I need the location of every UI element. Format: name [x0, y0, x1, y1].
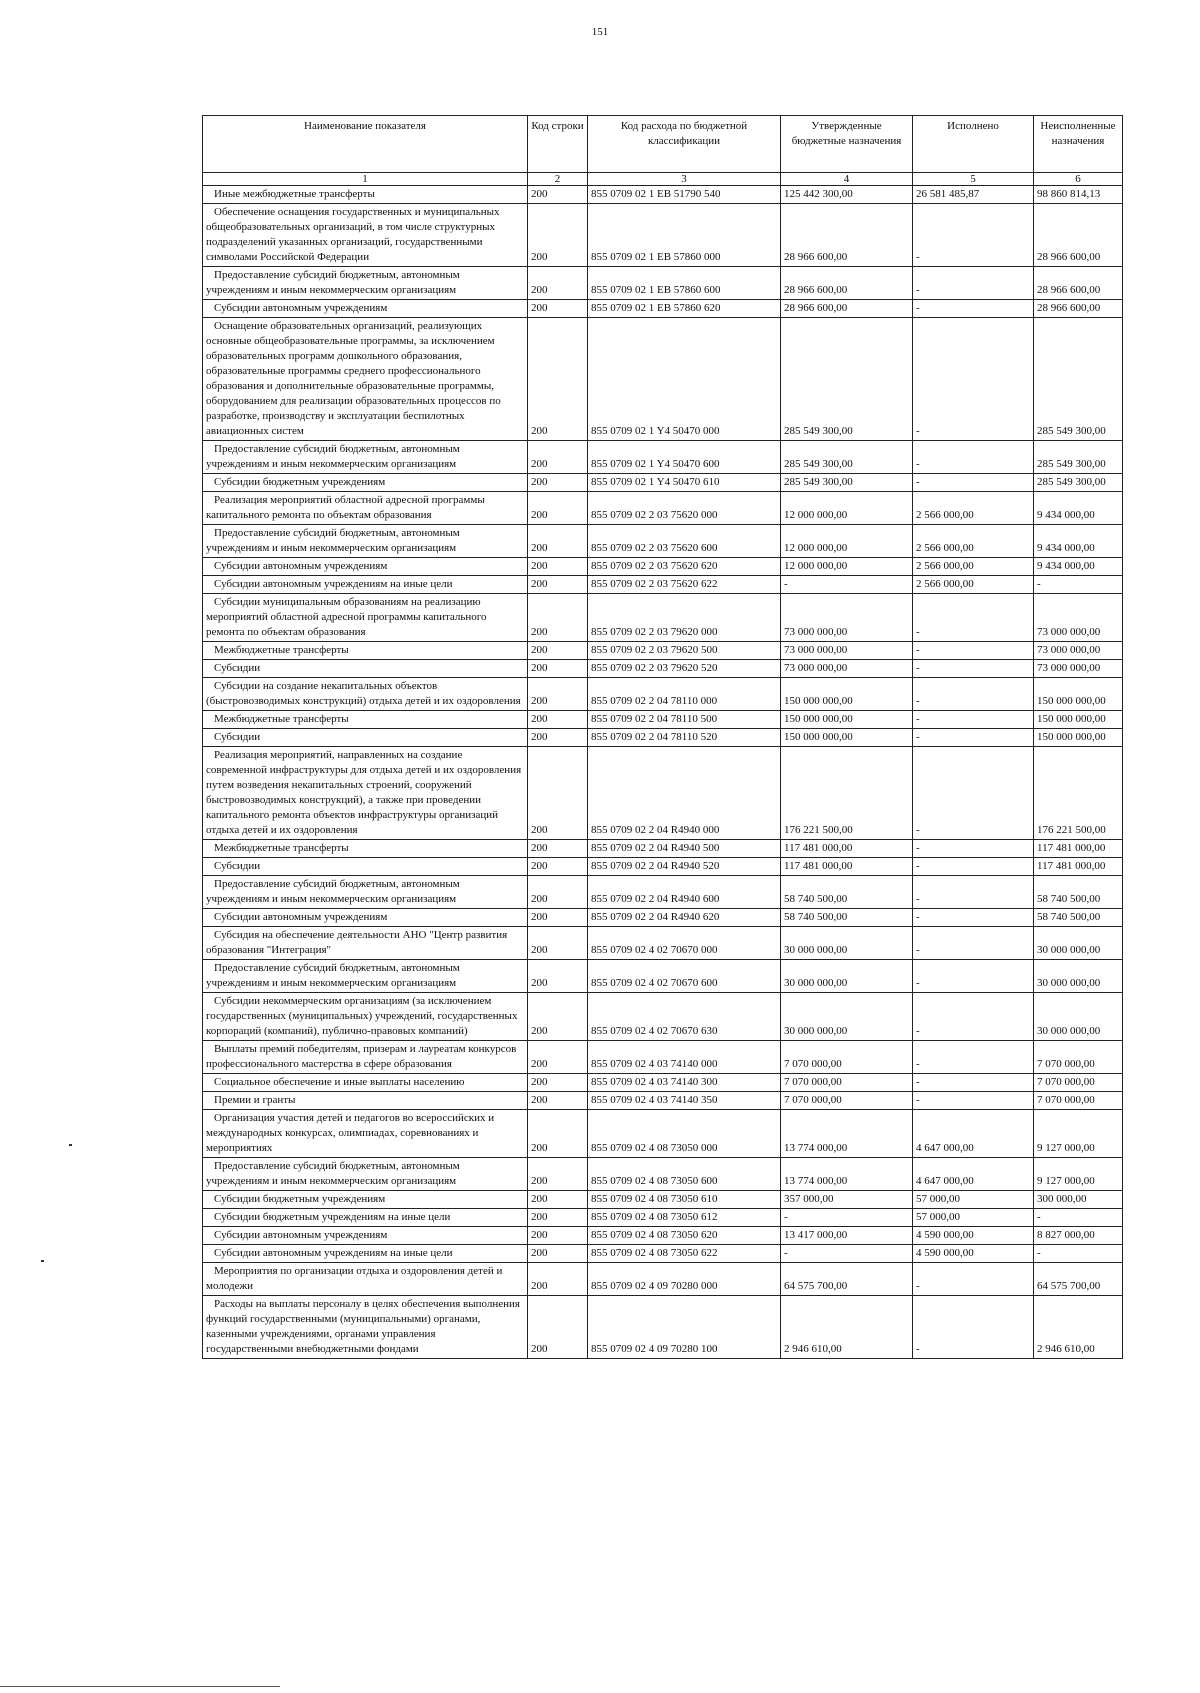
row-executed-cell: -: [913, 840, 1034, 858]
row-approved-cell: 30 000 000,00: [781, 960, 913, 993]
row-budget-code-cell: 855 0709 02 2 03 79620 520: [588, 660, 781, 678]
row-approved-cell: 58 740 500,00: [781, 876, 913, 909]
row-name-cell: Обеспечение оснащения государственных и муниципальных общеобразовательных организаций, в том числе структурных подразделений указанных организаций, государственными символами Российской Федерации: [203, 204, 528, 267]
row-name-cell: Субсидии: [203, 858, 528, 876]
row-budget-code-cell: 855 0709 02 1 Y4 50470 610: [588, 474, 781, 492]
table-row: [203, 318, 1123, 441]
row-approved-cell: 28 966 600,00: [781, 267, 913, 300]
row-line-code-cell: 200: [528, 642, 588, 660]
table-row: [203, 1074, 1123, 1092]
row-line-code-cell: 200: [528, 1227, 588, 1245]
row-name-cell: Субсидии автономным учреждениям: [203, 558, 528, 576]
row-name-cell: Субсидии: [203, 729, 528, 747]
row-unexecuted-cell: 117 481 000,00: [1034, 858, 1123, 876]
row-approved-cell: 30 000 000,00: [781, 993, 913, 1041]
table-header-row: [203, 116, 1123, 173]
row-budget-code-cell: 855 0709 02 2 03 79620 500: [588, 642, 781, 660]
scan-speck: [69, 1144, 72, 1146]
header-budget-classification-code: Код расхода по бюджетной классификации: [588, 116, 781, 173]
row-unexecuted-cell: 150 000 000,00: [1034, 678, 1123, 711]
table-row: [203, 474, 1123, 492]
row-budget-code-cell: 855 0709 02 1 EB 51790 540: [588, 186, 781, 204]
row-line-code-cell: 200: [528, 660, 588, 678]
row-approved-cell: 58 740 500,00: [781, 909, 913, 927]
column-number-row: [203, 173, 1123, 186]
table-row: [203, 678, 1123, 711]
row-approved-cell: 176 221 500,00: [781, 747, 913, 840]
row-line-code-cell: 200: [528, 711, 588, 729]
row-approved-cell: 12 000 000,00: [781, 492, 913, 525]
row-budget-code-cell: 855 0709 02 2 03 79620 000: [588, 594, 781, 642]
row-executed-cell: -: [913, 300, 1034, 318]
row-unexecuted-cell: 285 549 300,00: [1034, 441, 1123, 474]
row-line-code-cell: 200: [528, 678, 588, 711]
row-budget-code-cell: 855 0709 02 2 04 78110 500: [588, 711, 781, 729]
row-line-code-cell: 200: [528, 909, 588, 927]
table-row: [203, 558, 1123, 576]
row-executed-cell: -: [913, 1296, 1034, 1359]
row-name-cell: Субсидии бюджетным учреждениям: [203, 1191, 528, 1209]
row-name-cell: Социальное обеспечение и иные выплаты населению: [203, 1074, 528, 1092]
row-name-cell: Иные межбюджетные трансферты: [203, 186, 528, 204]
row-approved-cell: 64 575 700,00: [781, 1263, 913, 1296]
row-name-cell: Оснащение образовательных организаций, реализующих основные общеобразовательные программы, за исключением образовательных программ дошкольного образования, образовательные программы среднего профессионального образования и дополнительные образовательные программы, оборудованием для реализации образовательных процессов по разработке, производству и эксплуатации беспилотных авиационных систем: [203, 318, 528, 441]
row-approved-cell: 2 946 610,00: [781, 1296, 913, 1359]
row-approved-cell: -: [781, 576, 913, 594]
row-approved-cell: 73 000 000,00: [781, 594, 913, 642]
row-unexecuted-cell: 58 740 500,00: [1034, 909, 1123, 927]
row-budget-code-cell: 855 0709 02 4 02 70670 630: [588, 993, 781, 1041]
scan-speck: [41, 1260, 44, 1262]
row-approved-cell: 28 966 600,00: [781, 204, 913, 267]
row-executed-cell: 2 566 000,00: [913, 576, 1034, 594]
row-line-code-cell: 200: [528, 729, 588, 747]
row-budget-code-cell: 855 0709 02 4 02 70670 600: [588, 960, 781, 993]
row-unexecuted-cell: 8 827 000,00: [1034, 1227, 1123, 1245]
row-approved-cell: 73 000 000,00: [781, 660, 913, 678]
row-budget-code-cell: 855 0709 02 4 08 73050 610: [588, 1191, 781, 1209]
row-executed-cell: 2 566 000,00: [913, 525, 1034, 558]
row-name-cell: Реализация мероприятий, направленных на создание современной инфраструктуры для отдыха детей и их оздоровления путем возведения некапитальных строений, сооружений быстровозводимых конструкций), а также при проведении капитального ремонта объектов инфраструктуры организаций отдыха детей и их оздоровления: [203, 747, 528, 840]
table-row: [203, 1245, 1123, 1263]
row-approved-cell: 150 000 000,00: [781, 711, 913, 729]
row-unexecuted-cell: 64 575 700,00: [1034, 1263, 1123, 1296]
row-executed-cell: -: [913, 1263, 1034, 1296]
row-executed-cell: -: [913, 204, 1034, 267]
row-line-code-cell: 200: [528, 858, 588, 876]
row-approved-cell: 12 000 000,00: [781, 558, 913, 576]
table-row: [203, 525, 1123, 558]
row-line-code-cell: 200: [528, 1110, 588, 1158]
row-executed-cell: -: [913, 729, 1034, 747]
row-name-cell: Субсидии муниципальным образованиям на реализацию мероприятий областной адресной программы капитального ремонта по объектам образования: [203, 594, 528, 642]
row-budget-code-cell: 855 0709 02 1 Y4 50470 000: [588, 318, 781, 441]
row-executed-cell: -: [913, 1092, 1034, 1110]
row-unexecuted-cell: 30 000 000,00: [1034, 993, 1123, 1041]
row-budget-code-cell: 855 0709 02 1 EB 57860 600: [588, 267, 781, 300]
row-approved-cell: 7 070 000,00: [781, 1074, 913, 1092]
row-unexecuted-cell: 28 966 600,00: [1034, 267, 1123, 300]
table-row: [203, 729, 1123, 747]
header-approved-appropriations: Утвержденные бюджетные назначения: [781, 116, 913, 173]
row-approved-cell: -: [781, 1245, 913, 1263]
row-name-cell: Субсидии автономным учреждениям: [203, 909, 528, 927]
row-unexecuted-cell: 9 434 000,00: [1034, 525, 1123, 558]
table-row: [203, 909, 1123, 927]
row-name-cell: Субсидии автономным учреждениям на иные цели: [203, 1245, 528, 1263]
row-unexecuted-cell: 98 860 814,13: [1034, 186, 1123, 204]
table-row: [203, 204, 1123, 267]
row-unexecuted-cell: 300 000,00: [1034, 1191, 1123, 1209]
row-name-cell: Мероприятия по организации отдыха и оздоровления детей и молодежи: [203, 1263, 528, 1296]
row-executed-cell: 4 647 000,00: [913, 1158, 1034, 1191]
row-budget-code-cell: 855 0709 02 4 08 73050 620: [588, 1227, 781, 1245]
column-number: 3: [588, 173, 781, 186]
row-line-code-cell: 200: [528, 1041, 588, 1074]
row-budget-code-cell: 855 0709 02 4 09 70280 100: [588, 1296, 781, 1359]
row-line-code-cell: 200: [528, 204, 588, 267]
row-budget-code-cell: 855 0709 02 4 08 73050 600: [588, 1158, 781, 1191]
row-approved-cell: 28 966 600,00: [781, 300, 913, 318]
row-executed-cell: 4 590 000,00: [913, 1227, 1034, 1245]
row-unexecuted-cell: 7 070 000,00: [1034, 1092, 1123, 1110]
row-executed-cell: -: [913, 318, 1034, 441]
row-name-cell: Субсидии бюджетным учреждениям на иные цели: [203, 1209, 528, 1227]
table-row: [203, 858, 1123, 876]
row-line-code-cell: 200: [528, 747, 588, 840]
row-unexecuted-cell: 2 946 610,00: [1034, 1296, 1123, 1359]
row-name-cell: Предоставление субсидий бюджетным, автономным учреждениям и иным некоммерческим организациям: [203, 525, 528, 558]
row-name-cell: Реализация мероприятий областной адресной программы капитального ремонта по объектам образования: [203, 492, 528, 525]
row-executed-cell: -: [913, 711, 1034, 729]
row-executed-cell: 57 000,00: [913, 1191, 1034, 1209]
row-approved-cell: -: [781, 1209, 913, 1227]
row-name-cell: Субсидии автономным учреждениям на иные цели: [203, 576, 528, 594]
row-executed-cell: -: [913, 1074, 1034, 1092]
row-budget-code-cell: 855 0709 02 4 09 70280 000: [588, 1263, 781, 1296]
bottom-rule: [0, 1686, 280, 1687]
row-budget-code-cell: 855 0709 02 4 03 74140 300: [588, 1074, 781, 1092]
row-budget-code-cell: 855 0709 02 4 08 73050 612: [588, 1209, 781, 1227]
table-row: [203, 1110, 1123, 1158]
budget-execution-table: [202, 115, 1123, 1359]
row-unexecuted-cell: -: [1034, 576, 1123, 594]
row-name-cell: Субсидии: [203, 660, 528, 678]
row-unexecuted-cell: 285 549 300,00: [1034, 318, 1123, 441]
table-row: [203, 960, 1123, 993]
column-number: 2: [528, 173, 588, 186]
header-line-code: Код строки: [528, 116, 588, 173]
row-unexecuted-cell: 7 070 000,00: [1034, 1074, 1123, 1092]
row-executed-cell: -: [913, 993, 1034, 1041]
row-executed-cell: -: [913, 927, 1034, 960]
row-approved-cell: 285 549 300,00: [781, 474, 913, 492]
column-number: 4: [781, 173, 913, 186]
row-unexecuted-cell: 7 070 000,00: [1034, 1041, 1123, 1074]
row-executed-cell: -: [913, 747, 1034, 840]
row-executed-cell: -: [913, 678, 1034, 711]
row-name-cell: Субсидия на обеспечение деятельности АНО "Центр развития образования "Интеграция": [203, 927, 528, 960]
row-unexecuted-cell: 176 221 500,00: [1034, 747, 1123, 840]
row-unexecuted-cell: 9 434 000,00: [1034, 492, 1123, 525]
row-name-cell: Межбюджетные трансферты: [203, 840, 528, 858]
row-budget-code-cell: 855 0709 02 2 04 78110 520: [588, 729, 781, 747]
row-approved-cell: 13 417 000,00: [781, 1227, 913, 1245]
row-line-code-cell: 200: [528, 300, 588, 318]
row-approved-cell: 7 070 000,00: [781, 1041, 913, 1074]
row-approved-cell: 125 442 300,00: [781, 186, 913, 204]
header-executed: Исполнено: [913, 116, 1034, 173]
row-unexecuted-cell: 9 127 000,00: [1034, 1110, 1123, 1158]
row-budget-code-cell: 855 0709 02 2 04 R4940 000: [588, 747, 781, 840]
row-executed-cell: -: [913, 1041, 1034, 1074]
table-row: [203, 660, 1123, 678]
row-name-cell: Субсидии автономным учреждениям: [203, 1227, 528, 1245]
row-line-code-cell: 200: [528, 267, 588, 300]
row-unexecuted-cell: 9 434 000,00: [1034, 558, 1123, 576]
row-executed-cell: 4 647 000,00: [913, 1110, 1034, 1158]
page-number: 151: [591, 26, 609, 38]
table-row: [203, 1092, 1123, 1110]
table-row: [203, 300, 1123, 318]
row-approved-cell: 73 000 000,00: [781, 642, 913, 660]
row-line-code-cell: 200: [528, 876, 588, 909]
row-unexecuted-cell: 30 000 000,00: [1034, 927, 1123, 960]
row-budget-code-cell: 855 0709 02 4 03 74140 350: [588, 1092, 781, 1110]
row-unexecuted-cell: 9 127 000,00: [1034, 1158, 1123, 1191]
row-line-code-cell: 200: [528, 1209, 588, 1227]
row-unexecuted-cell: 285 549 300,00: [1034, 474, 1123, 492]
row-name-cell: Предоставление субсидий бюджетным, автономным учреждениям и иным некоммерческим организациям: [203, 441, 528, 474]
row-line-code-cell: 200: [528, 1191, 588, 1209]
row-budget-code-cell: 855 0709 02 1 EB 57860 000: [588, 204, 781, 267]
row-approved-cell: 13 774 000,00: [781, 1158, 913, 1191]
row-name-cell: Субсидии на создание некапитальных объектов (быстровозводимых конструкций) отдыха детей и их оздоровления: [203, 678, 528, 711]
table-row: [203, 927, 1123, 960]
row-budget-code-cell: 855 0709 02 4 02 70670 000: [588, 927, 781, 960]
table-row: [203, 876, 1123, 909]
row-unexecuted-cell: 28 966 600,00: [1034, 204, 1123, 267]
row-line-code-cell: 200: [528, 474, 588, 492]
row-budget-code-cell: 855 0709 02 2 03 75620 622: [588, 576, 781, 594]
row-budget-code-cell: 855 0709 02 4 08 73050 000: [588, 1110, 781, 1158]
row-executed-cell: -: [913, 474, 1034, 492]
row-executed-cell: -: [913, 660, 1034, 678]
table-row: [203, 711, 1123, 729]
row-name-cell: Межбюджетные трансферты: [203, 642, 528, 660]
row-unexecuted-cell: 150 000 000,00: [1034, 711, 1123, 729]
row-line-code-cell: 200: [528, 1074, 588, 1092]
row-approved-cell: 150 000 000,00: [781, 729, 913, 747]
table-row: [203, 576, 1123, 594]
row-executed-cell: -: [913, 441, 1034, 474]
row-executed-cell: -: [913, 594, 1034, 642]
row-budget-code-cell: 855 0709 02 2 04 R4940 620: [588, 909, 781, 927]
table-row: [203, 840, 1123, 858]
row-line-code-cell: 200: [528, 186, 588, 204]
row-executed-cell: 2 566 000,00: [913, 492, 1034, 525]
row-line-code-cell: 200: [528, 1092, 588, 1110]
header-unexecuted-appropriations: Неисполненные назначения: [1034, 116, 1123, 173]
table-row: [203, 594, 1123, 642]
row-budget-code-cell: 855 0709 02 4 08 73050 622: [588, 1245, 781, 1263]
row-executed-cell: -: [913, 267, 1034, 300]
row-unexecuted-cell: 117 481 000,00: [1034, 840, 1123, 858]
table-row: [203, 1041, 1123, 1074]
table-row: [203, 642, 1123, 660]
row-unexecuted-cell: -: [1034, 1245, 1123, 1263]
row-executed-cell: 26 581 485,87: [913, 186, 1034, 204]
row-budget-code-cell: 855 0709 02 1 EB 57860 620: [588, 300, 781, 318]
table-row: [203, 1263, 1123, 1296]
row-budget-code-cell: 855 0709 02 2 03 75620 620: [588, 558, 781, 576]
row-name-cell: Выплаты премий победителям, призерам и лауреатам конкурсов профессионального мастерства в сфере образования: [203, 1041, 528, 1074]
row-approved-cell: 357 000,00: [781, 1191, 913, 1209]
row-executed-cell: 2 566 000,00: [913, 558, 1034, 576]
row-unexecuted-cell: -: [1034, 1209, 1123, 1227]
table-row: [203, 1209, 1123, 1227]
row-line-code-cell: 200: [528, 318, 588, 441]
row-approved-cell: 30 000 000,00: [781, 927, 913, 960]
table-row: [203, 1191, 1123, 1209]
row-budget-code-cell: 855 0709 02 2 03 75620 600: [588, 525, 781, 558]
row-unexecuted-cell: 150 000 000,00: [1034, 729, 1123, 747]
column-number: 1: [203, 173, 528, 186]
row-unexecuted-cell: 73 000 000,00: [1034, 642, 1123, 660]
row-name-cell: Субсидии бюджетным учреждениям: [203, 474, 528, 492]
table-row: [203, 1158, 1123, 1191]
column-number: 5: [913, 173, 1034, 186]
table-row: [203, 747, 1123, 840]
row-approved-cell: 285 549 300,00: [781, 441, 913, 474]
row-line-code-cell: 200: [528, 927, 588, 960]
row-executed-cell: -: [913, 876, 1034, 909]
row-budget-code-cell: 855 0709 02 2 04 78110 000: [588, 678, 781, 711]
row-line-code-cell: 200: [528, 960, 588, 993]
row-line-code-cell: 200: [528, 993, 588, 1041]
row-line-code-cell: 200: [528, 441, 588, 474]
table-row: [203, 993, 1123, 1041]
row-name-cell: Предоставление субсидий бюджетным, автономным учреждениям и иным некоммерческим организациям: [203, 960, 528, 993]
row-line-code-cell: 200: [528, 1263, 588, 1296]
row-budget-code-cell: 855 0709 02 2 03 75620 000: [588, 492, 781, 525]
row-name-cell: Премии и гранты: [203, 1092, 528, 1110]
row-unexecuted-cell: 73 000 000,00: [1034, 594, 1123, 642]
row-budget-code-cell: 855 0709 02 2 04 R4940 600: [588, 876, 781, 909]
row-line-code-cell: 200: [528, 558, 588, 576]
row-name-cell: Организация участия детей и педагогов во всероссийских и международных конкурсах, олимпиадах, соревнованиях и мероприятиях: [203, 1110, 528, 1158]
row-budget-code-cell: 855 0709 02 1 Y4 50470 600: [588, 441, 781, 474]
row-executed-cell: -: [913, 858, 1034, 876]
table-body: [203, 186, 1123, 1359]
row-approved-cell: 117 481 000,00: [781, 840, 913, 858]
row-line-code-cell: 200: [528, 1158, 588, 1191]
row-approved-cell: 13 774 000,00: [781, 1110, 913, 1158]
row-approved-cell: 285 549 300,00: [781, 318, 913, 441]
row-budget-code-cell: 855 0709 02 4 03 74140 000: [588, 1041, 781, 1074]
row-approved-cell: 117 481 000,00: [781, 858, 913, 876]
table-row: [203, 267, 1123, 300]
row-line-code-cell: 200: [528, 525, 588, 558]
row-name-cell: Расходы на выплаты персоналу в целях обеспечения выполнения функций государственными (муниципальными) органами, казенными учреждениями, органами управления государственными внебюджетными фондами: [203, 1296, 528, 1359]
row-approved-cell: 7 070 000,00: [781, 1092, 913, 1110]
row-name-cell: Субсидии автономным учреждениям: [203, 300, 528, 318]
header-indicator-name: Наименование показателя: [203, 116, 528, 173]
row-name-cell: Предоставление субсидий бюджетным, автономным учреждениям и иным некоммерческим организациям: [203, 267, 528, 300]
table-row: [203, 1227, 1123, 1245]
row-unexecuted-cell: 30 000 000,00: [1034, 960, 1123, 993]
row-line-code-cell: 200: [528, 1245, 588, 1263]
table-row: [203, 186, 1123, 204]
row-executed-cell: -: [913, 960, 1034, 993]
row-line-code-cell: 200: [528, 594, 588, 642]
row-name-cell: Межбюджетные трансферты: [203, 711, 528, 729]
table-row: [203, 1296, 1123, 1359]
row-approved-cell: 12 000 000,00: [781, 525, 913, 558]
row-executed-cell: 57 000,00: [913, 1209, 1034, 1227]
row-executed-cell: -: [913, 909, 1034, 927]
row-executed-cell: 4 590 000,00: [913, 1245, 1034, 1263]
row-budget-code-cell: 855 0709 02 2 04 R4940 500: [588, 840, 781, 858]
table-row: [203, 492, 1123, 525]
row-executed-cell: -: [913, 642, 1034, 660]
row-name-cell: Предоставление субсидий бюджетным, автономным учреждениям и иным некоммерческим организациям: [203, 1158, 528, 1191]
table-row: [203, 441, 1123, 474]
row-unexecuted-cell: 28 966 600,00: [1034, 300, 1123, 318]
row-unexecuted-cell: 58 740 500,00: [1034, 876, 1123, 909]
row-line-code-cell: 200: [528, 576, 588, 594]
row-line-code-cell: 200: [528, 492, 588, 525]
row-name-cell: Субсидии некоммерческим организациям (за исключением государственных (муниципальных) учреждений, государственных корпораций (компаний), публично-правовых компаний): [203, 993, 528, 1041]
row-unexecuted-cell: 73 000 000,00: [1034, 660, 1123, 678]
row-line-code-cell: 200: [528, 840, 588, 858]
row-name-cell: Предоставление субсидий бюджетным, автономным учреждениям и иным некоммерческим организациям: [203, 876, 528, 909]
row-budget-code-cell: 855 0709 02 2 04 R4940 520: [588, 858, 781, 876]
row-approved-cell: 150 000 000,00: [781, 678, 913, 711]
row-line-code-cell: 200: [528, 1296, 588, 1359]
column-number: 6: [1034, 173, 1123, 186]
